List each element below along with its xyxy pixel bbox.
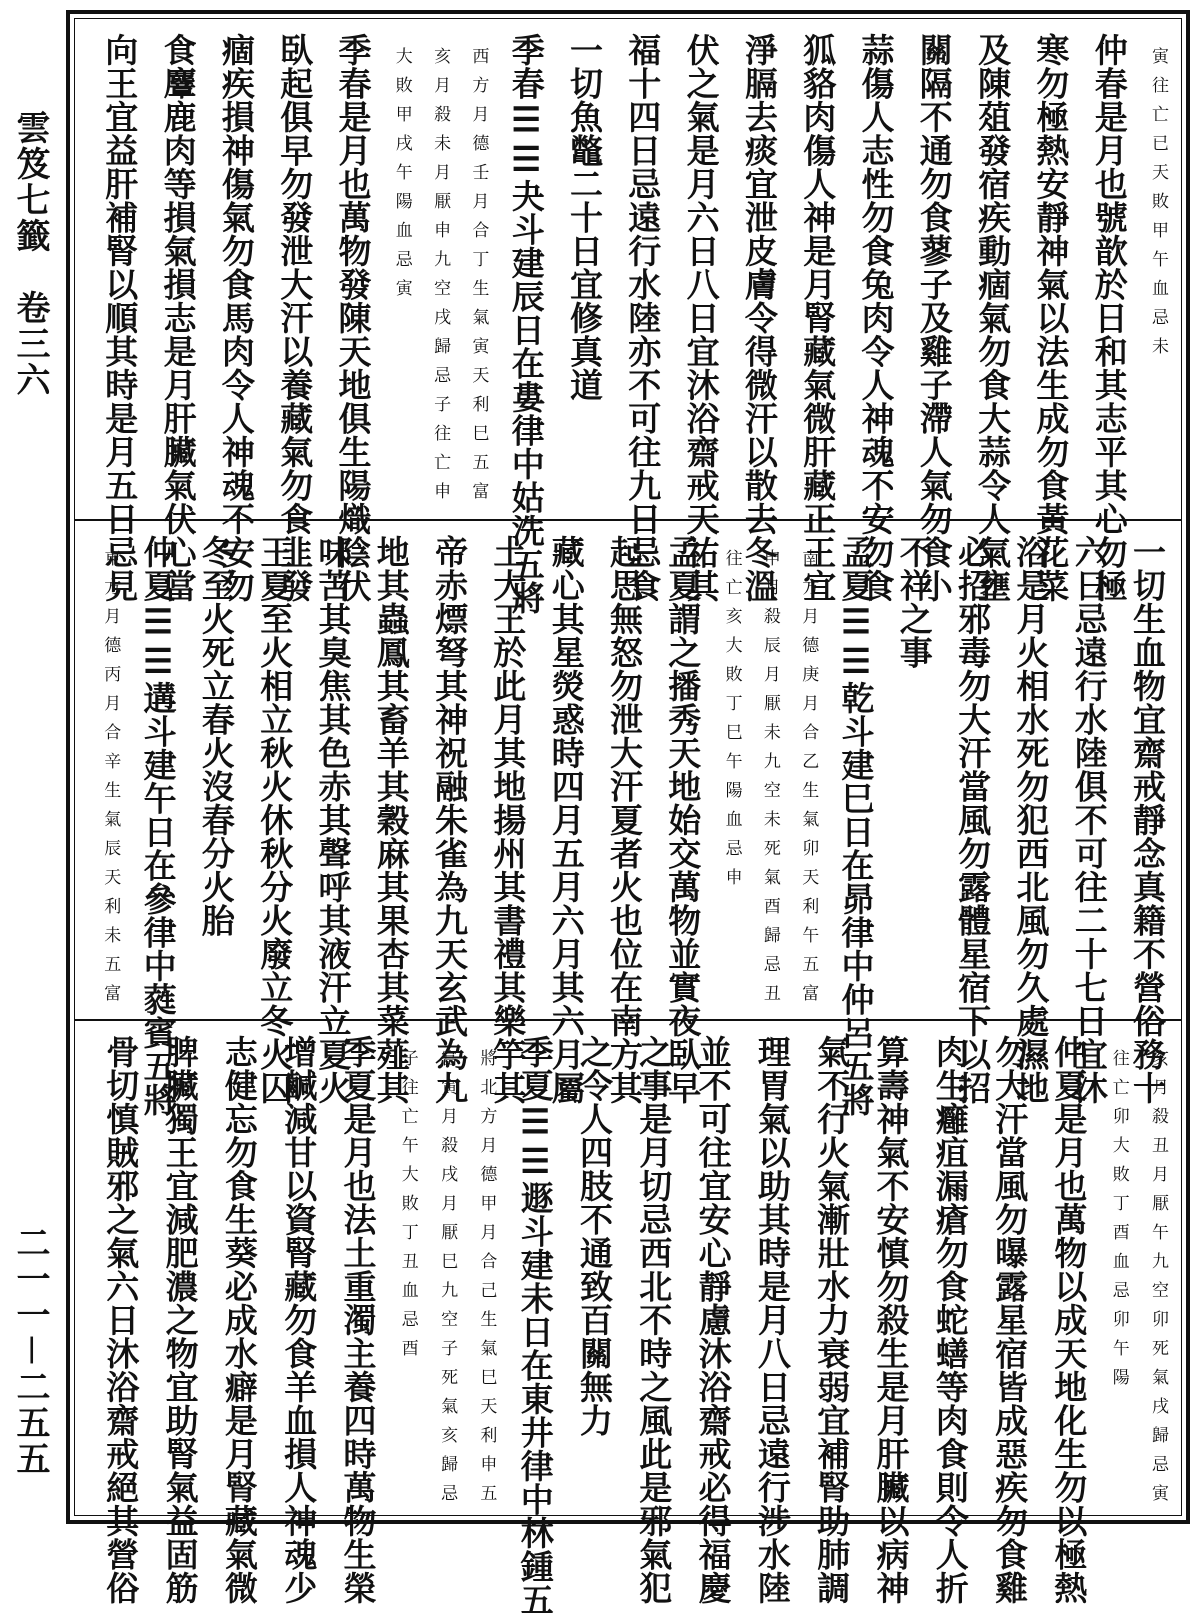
text-column: 一切魚鼈二十日宜修真道 xyxy=(565,33,604,402)
text-column: 食麞鹿肉等損氣損志是月肝臟氣伏心當 xyxy=(158,33,198,603)
text-column: 之事是月切忌西北不時之風此是邪氣犯 xyxy=(634,1035,674,1605)
text-band-bottom xyxy=(75,1021,1181,1617)
text-column: 福十四日忌遠行水陸亦不可往九日忌食 xyxy=(623,33,663,603)
text-column: 季春是月也萬物發陳天地俱生陽熾陰伏 xyxy=(333,33,373,603)
text-column: 脾臟獨王宜減肥濃之物宜助腎氣益固筋 xyxy=(160,1035,200,1605)
text-column: 藏心其星熒惑時四月五月六月其六月屬 xyxy=(546,535,586,1105)
text-column: 孟夏☰☰乾斗建巳日在昴律中仲呂五將 xyxy=(836,535,876,1117)
annotation-column: 南方月德庚月合乙生氣卯天利午五富 xyxy=(798,549,819,1013)
text-column: 志健忘勿食生葵必成水癖是月腎藏氣微 xyxy=(219,1035,259,1605)
text-column: 痼疾損神傷氣勿食馬肉令人神魂不安勿 xyxy=(216,33,256,603)
text-frame xyxy=(66,10,1190,1617)
text-column: 並不可往宜安心靜慮沐浴齋戒必得福慶 xyxy=(693,1035,733,1605)
text-column: 季春☰☰夬斗建辰日在婁律中姑洗五將 xyxy=(506,33,546,615)
text-column: 肉生癰疽漏瘡勿食蛇蟮等肉食則令人折 xyxy=(930,1035,970,1605)
text-column: 浴是月火相水死勿犯西北風勿久處濕地 xyxy=(1011,535,1051,1105)
text-column: 蒜傷人志性勿食兔肉令人神魂不安勿食 xyxy=(856,33,896,603)
annotation-column: 往亡亥大敗丁巳午陽血忌申 xyxy=(721,549,742,897)
annotation-column: 子往亡午大敗丁丑血忌酉 xyxy=(397,1049,418,1368)
text-column: 伏之氣是月六日八日宜沐浴齋戒天祐其 xyxy=(681,33,721,603)
annotation-column: 亥月殺未月厭申九空戌歸忌子往亡申 xyxy=(430,47,451,511)
annotation-column: 將北方月德甲月合己生氣巳天利申五 xyxy=(476,1049,497,1513)
text-column: 季夏☰☰遯斗建未日在東井律中林鍾五 xyxy=(515,1035,555,1617)
text-column: 仲夏☰☰遘斗建午日在參律中蕤賓五將 xyxy=(138,535,178,1117)
annotation-column: 大敗甲戌午陽血忌寅 xyxy=(391,47,412,308)
text-column: 及陳葅發宿疾動痼氣勿食大蒜令人氣壅 xyxy=(973,33,1013,603)
text-column: 不祥之事 xyxy=(894,535,934,669)
frame-inner xyxy=(74,18,1182,1617)
text-column: 骨切慎賊邪之氣六日沐浴齋戒絕其營俗 xyxy=(101,1035,141,1605)
text-column: 狐貉肉傷人神是月腎藏氣微肝藏正王宜 xyxy=(798,33,838,603)
text-band-middle xyxy=(75,521,1181,1117)
text-column: 土大王於此月其地揚州其書禮其樂竽其 xyxy=(488,535,528,1105)
text-column: 臥起俱早勿發泄大汗以養藏氣勿食韭發 xyxy=(275,33,315,603)
text-column: 理胃氣以助其時是月八日忌遠行涉水陸 xyxy=(752,1035,792,1605)
text-column: 季夏是月也法土重濁主養四時萬物生榮 xyxy=(338,1035,378,1605)
text-column: 味苦其臭焦其色赤其聲呼其液汗立夏火 xyxy=(313,535,353,1105)
text-column: 向王宜益肝補腎以順其時是月五日忌見 xyxy=(100,33,140,603)
book-title: 雲笈七籤 卷三六 xyxy=(10,110,50,398)
text-column: 寒勿極熱安靜神氣以法生成勿食黃花菜 xyxy=(1031,33,1071,603)
annotation-column: 東方月德丙月合辛生氣辰天利未五富 xyxy=(100,549,121,1013)
text-column: 孟夏謂之播秀天地始交萬物並實夜臥早 xyxy=(663,535,703,1105)
text-column: 仲春是月也號歆於日和其志平其心勿極 xyxy=(1089,33,1129,603)
text-column: 必招邪毒勿大汗當風勿露體星宿下以招 xyxy=(953,535,993,1105)
text-column: 六日忌遠行水陸俱不可往二十七日宜沐 xyxy=(1069,535,1109,1105)
annotation-column: 寅往亡已天敗甲午血忌未 xyxy=(1148,47,1168,366)
annotation-column: 亥月殺丑月厭午九空卯死氣戌歸忌寅 xyxy=(1148,1049,1168,1513)
text-column: 淨膈去痰宜泄皮膚令得微汗以散去冬溫 xyxy=(739,33,779,603)
text-column: 氣不行火氣漸壯水力衰弱宜補腎助肺調 xyxy=(812,1035,852,1605)
text-column: 王夏至火相立秋火休秋分火廢立冬火囚 xyxy=(255,535,295,1105)
text-column: 算壽神氣不安慎勿殺生是月肝臟以病神 xyxy=(871,1035,911,1605)
page-margin xyxy=(0,0,58,1534)
text-column: 一切生血物宜齋戒靜念真籍不營俗務十 xyxy=(1128,535,1167,1105)
text-column: 冬至火死立春火沒春分火胎 xyxy=(196,535,236,937)
text-column: 關隔不通勿食蓼子及雞子滯人氣勿食小 xyxy=(914,33,954,603)
text-column: 起思無怒勿泄大汗夏者火也位在南方其 xyxy=(605,535,644,1105)
text-column: 帝赤熛弩其神祝融朱雀為九天玄武為九 xyxy=(430,535,470,1105)
annotation-column: 往亡卯大敗丁酉血忌卯午陽 xyxy=(1108,1049,1129,1397)
page-number: 二一一－二五五 xyxy=(10,1225,50,1477)
text-column: 地其蟲鳳其畜羊其穀麻其果杏其菜薤其 xyxy=(371,535,411,1105)
annotation-column: 西方月德壬月合丁生氣寅天利巳五富 xyxy=(468,47,489,511)
annotation-column: 富寅月殺戌月厭巳九空子死氣亥歸忌 xyxy=(437,1049,458,1513)
text-column: 增鹹減甘以資腎藏勿食羊血損人神魂少 xyxy=(279,1035,319,1605)
text-column: 之令人四肢不通致百關無力 xyxy=(575,1035,614,1437)
annotation-column: 申月殺辰月厭未九空未死氣酉歸忌丑 xyxy=(759,549,780,1013)
text-column: 仲夏是月也萬物以成天地化生勿以極熱 xyxy=(1049,1035,1089,1605)
text-column: 勿大汗當風勿曝露星宿皆成惡疾勿食雞 xyxy=(990,1035,1030,1605)
